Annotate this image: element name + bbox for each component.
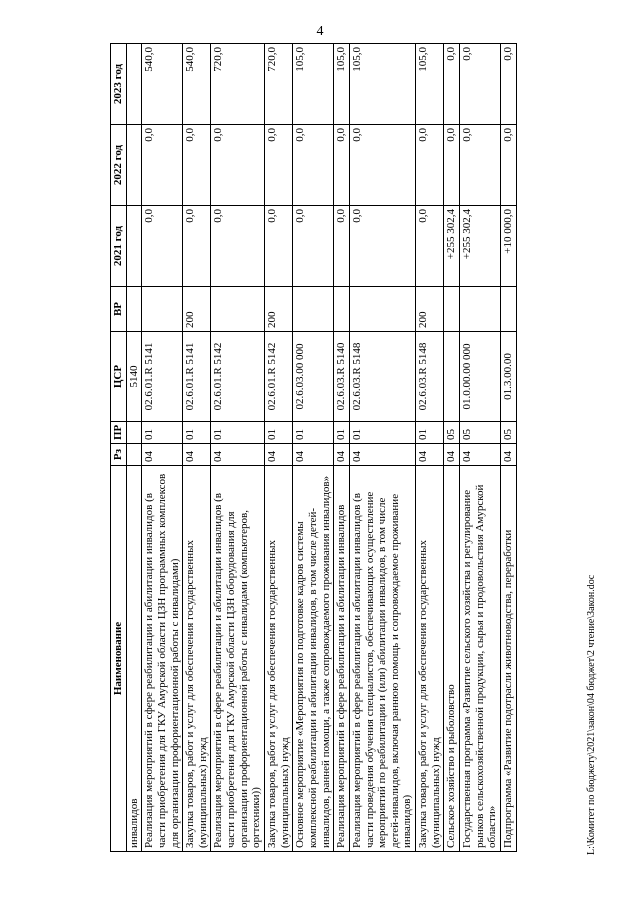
cell-rz: 04 [211,444,265,466]
cell-csr: 02.6.03.R 5148 [416,332,444,422]
cell-pr: 01 [211,422,265,444]
header-pr: ПР [111,422,127,444]
cell-2022: 0,0 [334,125,350,206]
cell-pr: 01 [142,422,183,444]
cell-2022: 0,0 [444,125,460,206]
cell-2023: 720,0 [265,44,293,125]
cell-csr [444,332,460,422]
table-row [416,44,444,852]
cell-2022: 0,0 [349,125,415,206]
cell-pr: 01 [265,422,293,444]
cell-vr: 200 [265,287,293,332]
cell-name: инвалидов [126,466,142,852]
cell-2023: 540,0 [183,44,211,125]
cell-vr: 200 [183,287,211,332]
table-row [265,44,293,852]
rotated-table-area [110,44,600,852]
cell-vr: 200 [416,287,444,332]
cell-csr: 5140 [126,332,142,422]
table-row [444,44,460,852]
cell-2021: +10 000,0 [500,206,516,287]
cell-2022: 0,0 [142,125,183,206]
cell-2021: 0,0 [293,206,334,287]
cell-name: Подпрограмма «Развитие подотрасли животноводства, переработки [500,466,516,852]
table-row [293,44,334,852]
cell-2021: 0,0 [142,206,183,287]
cell-rz: 04 [349,444,415,466]
header-2021: 2021 год [111,206,127,287]
cell-2021: 0,0 [334,206,350,287]
cell-rz: 04 [265,444,293,466]
cell-2021: 0,0 [183,206,211,287]
cell-csr: 02.6.01.R 5142 [265,332,293,422]
cell-csr: 02.6.03.00 000 [293,332,334,422]
cell-csr: 01.3.00.00 [500,332,516,422]
cell-pr [126,422,142,444]
table-row [142,44,183,852]
cell-2022 [126,125,142,206]
cell-name: Закупка товаров, работ и услуг для обеспечения государственных (муниципальных) нужд [183,466,211,852]
page-number: 4 [316,24,324,39]
cell-csr: 02.6.03.R 5140 [334,332,350,422]
cell-vr [334,287,350,332]
cell-2021: 0,0 [265,206,293,287]
table-row [334,44,350,852]
rotated-table-container [110,44,600,852]
cell-rz: 04 [444,444,460,466]
cell-2021: +255 302,4 [460,206,501,287]
cell-csr: 01.0.00.00 000 [460,332,501,422]
cell-2021: 0,0 [211,206,265,287]
cell-2022: 0,0 [460,125,501,206]
cell-pr: 01 [183,422,211,444]
cell-name: Реализация мероприятий в сфере реабилитации и абилитации инвалидов (в части приобретения для ГКУ Амурской области ЦЗН программных комплексов для организации профориентационной работы с инвалидами) [142,466,183,852]
table-row [183,44,211,852]
header-2022: 2022 год [111,125,127,206]
cell-2023: 105,0 [349,44,415,125]
cell-name: Закупка товаров, работ и услуг для обеспечения государственных (муниципальных) нужд [416,466,444,852]
table-row [126,44,142,852]
cell-2023: 0,0 [460,44,501,125]
cell-2022: 0,0 [293,125,334,206]
cell-vr [293,287,334,332]
cell-name: Сельское хозяйство и рыболовство [444,466,460,852]
cell-rz: 04 [416,444,444,466]
cell-csr: 02.6.01.R 5142 [211,332,265,422]
cell-2021 [126,206,142,287]
cell-pr: 05 [444,422,460,444]
header-2023: 2023 год [111,44,127,125]
cell-pr: 05 [500,422,516,444]
cell-2021: 0,0 [349,206,415,287]
cell-vr [500,287,516,332]
cell-csr: 02.6.01.R 5141 [183,332,211,422]
cell-name: Реализация мероприятий в сфере реабилитации и абилитации инвалидов [334,466,350,852]
cell-name: Основное мероприятие «Мероприятия по подготовке кадров системы комплексной реабилитации и абилитации инвалидов, в том числе детей-инвалидов, ранней помощи, а также сопровождаемого проживания инвалидов» [293,466,334,852]
cell-rz: 04 [500,444,516,466]
cell-vr [460,287,501,332]
cell-vr [126,287,142,332]
cell-rz: 04 [460,444,501,466]
cell-2023: 540,0 [142,44,183,125]
cell-rz [126,444,142,466]
header-name: Наименование [111,466,127,852]
cell-pr: 01 [416,422,444,444]
cell-pr: 01 [334,422,350,444]
cell-rz: 04 [293,444,334,466]
header-rz: Рз [111,444,127,466]
cell-pr: 01 [349,422,415,444]
cell-2022: 0,0 [265,125,293,206]
cell-2022: 0,0 [416,125,444,206]
cell-2023: 720,0 [211,44,265,125]
cell-vr [444,287,460,332]
cell-2023: 0,0 [444,44,460,125]
table-row [211,44,265,852]
header-vr: ВР [111,287,127,332]
table-row [500,44,516,852]
budget-table [110,43,517,852]
footer-file-path: L:\Комитет по бюджету\2021\закон\04 бюджет\2 чтение\Закон.doc [586,574,597,855]
cell-name: Реализация мероприятий в сфере реабилитации и абилитации инвалидов (в части проведения обучения специалистов, обеспечивающих осуществление мероприятий по реабилитации и (или) абилитации инвалидов, в том числе детей-инвалидов, включая раннюю помощь и сопровождаемое проживание инвалидов) [349,466,415,852]
cell-2023: 105,0 [293,44,334,125]
cell-2021: 0,0 [416,206,444,287]
cell-2023: 105,0 [334,44,350,125]
cell-rz: 04 [183,444,211,466]
cell-2023 [126,44,142,125]
cell-csr: 02.6.03.R 5148 [349,332,415,422]
table-row [349,44,415,852]
header-csr: ЦСР [111,332,127,422]
cell-rz: 04 [334,444,350,466]
cell-2022: 0,0 [500,125,516,206]
cell-rz: 04 [142,444,183,466]
cell-vr [349,287,415,332]
cell-2023: 105,0 [416,44,444,125]
cell-2021: +255 302,4 [444,206,460,287]
cell-name: Закупка товаров, работ и услуг для обеспечения государственных (муниципальных) нужд [265,466,293,852]
cell-pr: 05 [460,422,501,444]
cell-vr [142,287,183,332]
cell-2023: 0,0 [500,44,516,125]
cell-2022: 0,0 [183,125,211,206]
table-row [460,44,501,852]
cell-vr [211,287,265,332]
cell-name: Государственная программа «Развитие сельского хозяйства и регулирование рынков сельскохозяйственной продукции, сырья и продовольствия Амурской области» [460,466,501,852]
cell-name: Реализация мероприятий в сфере реабилитации и абилитации инвалидов (в части приобретения для ГКУ Амурской области ЦЗН оборудования для организации профориентационной работы с инвалидами (компьютеров, оргтехники)) [211,466,265,852]
cell-pr: 01 [293,422,334,444]
cell-2022: 0,0 [211,125,265,206]
cell-csr: 02.6.01.R 5141 [142,332,183,422]
table-header-row [111,44,127,852]
